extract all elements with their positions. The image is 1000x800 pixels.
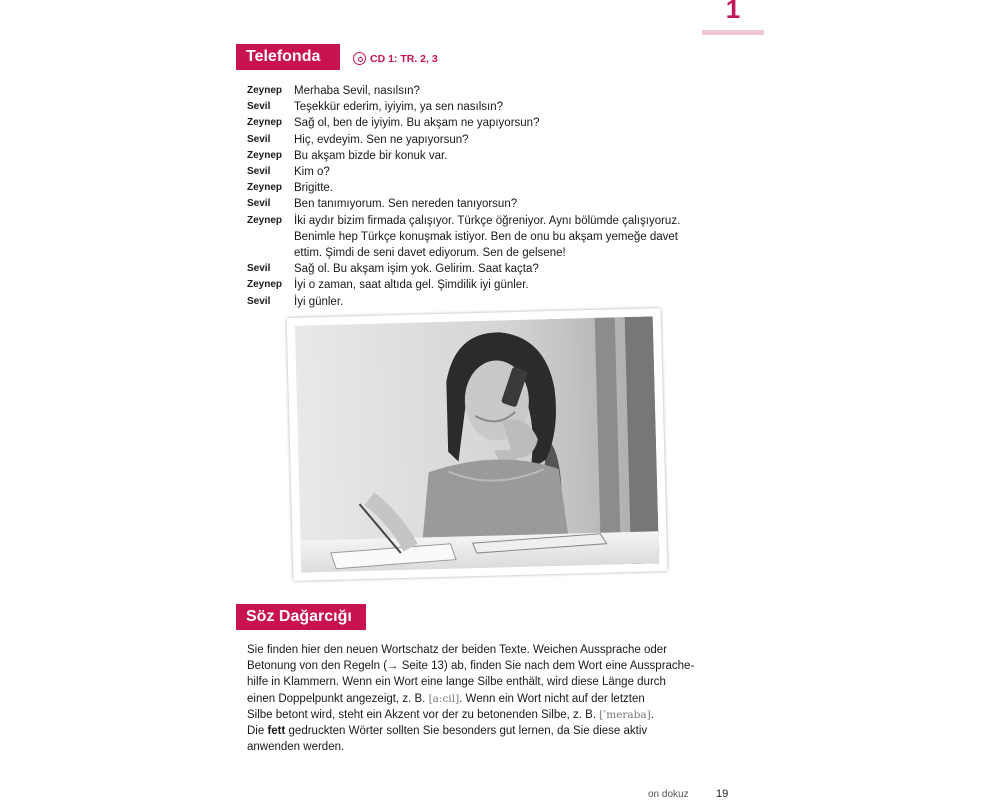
- cd-reference: [353, 52, 438, 65]
- speaker-name: Sevil: [247, 133, 271, 145]
- utterance-text: Bu akşam bizde bir konuk var.: [294, 149, 448, 162]
- bold-word: fett: [267, 725, 286, 738]
- utterance-text: Hiç, evdeyim. Sen ne yapıyorsun?: [294, 133, 469, 146]
- speaker-name: Zeynep: [247, 149, 283, 161]
- chapter-number: 1: [725, 0, 741, 24]
- vocabulary-intro: [247, 642, 697, 755]
- speaker-name: Zeynep: [247, 214, 283, 226]
- speaker-name: Zeynep: [247, 279, 283, 291]
- cd-track-label: CD 1: TR. 2, 3: [370, 52, 438, 65]
- dialogue-line: [247, 148, 697, 164]
- section-title-telefonda: Telefonda: [236, 44, 340, 70]
- utterance-text: Kim o?: [294, 166, 330, 179]
- speaker-name: Zeynep: [247, 182, 283, 194]
- pronunciation-example: [a:cil]: [428, 692, 460, 705]
- utterance-text: Sağ ol, ben de iyiyim. Bu akşam ne yapıyorsun?: [294, 117, 540, 130]
- intro-text: Silbe betont wird, steht ein Akzent vor der zu betonenden Silbe, z. B.: [247, 708, 600, 721]
- dialogue-line: [247, 83, 697, 99]
- photo-woman-on-phone: [287, 308, 668, 581]
- intro-text: einen Doppelpunkt angezeigt, z. B.: [247, 692, 429, 705]
- speaker-name: Sevil: [247, 198, 271, 210]
- intro-line: Betonung von den Regeln (→ Seite 13) ab, finden Sie nach dem Wort eine Aussprache-: [247, 660, 695, 673]
- dialogue-line: [247, 277, 697, 293]
- utterance-text: Brigitte.: [294, 182, 333, 195]
- dialogue-line: [247, 164, 697, 180]
- speaker-name: Sevil: [247, 166, 271, 178]
- dialogue-line: [247, 261, 697, 277]
- dialogue-line: [247, 213, 697, 262]
- speaker-name: Zeynep: [247, 117, 283, 129]
- dialogue-line: [247, 294, 697, 310]
- intro-line: [247, 707, 697, 723]
- utterance-text: İki aydır bizim firmada çalışıyor. Türkçe öğreniyor. Aynı bölümde çalışıyoruz. Benimle hep Türkçe konuşmak istiyor. Ben de onu bu akşam yemeğe davet ettim. Şimdi de seni davet ediyorum. Sen de gelsene!: [294, 214, 681, 260]
- speaker-name: Sevil: [247, 101, 271, 113]
- speaker-name: Sevil: [247, 263, 271, 275]
- utterance-text: Sağ ol. Bu akşam işim yok. Gelirim. Saat kaçta?: [294, 263, 539, 276]
- speaker-name: Sevil: [247, 295, 271, 307]
- intro-text: Die: [247, 725, 268, 738]
- section-title-soz-dagarcigi: Söz Dağarcığı: [236, 604, 366, 630]
- intro-line: Sie finden hier den neuen Wortschatz der beiden Texte. Weichen Aussprache oder: [247, 644, 668, 656]
- intro-text: gedruckten Wörter sollten Sie besonders gut lernen, da Sie diese aktiv: [285, 725, 648, 738]
- utterance-text: Merhaba Sevil, nasılsın?: [294, 85, 420, 97]
- dialogue: [247, 83, 697, 310]
- intro-line: [247, 691, 697, 707]
- utterance-text: İyi günler.: [294, 295, 344, 308]
- page-number: 19: [716, 788, 729, 800]
- intro-text: .: [650, 708, 654, 721]
- intro-line: hilfe in Klammern. Wenn ein Wort eine lange Silbe enthält, wird diese Länge durch: [247, 676, 666, 689]
- intro-line: [247, 723, 697, 739]
- utterance-text: Ben tanımıyorum. Sen nereden tanıyorsun?: [294, 198, 518, 211]
- chapter-tab-bar: [702, 30, 764, 35]
- dialogue-line: [247, 196, 697, 212]
- cd-icon: [353, 52, 366, 65]
- dialogue-line: [247, 132, 697, 148]
- intro-line: anwenden werden.: [247, 741, 345, 754]
- dialogue-line: [247, 115, 697, 131]
- pronunciation-example: [ˈmeraba]: [599, 708, 651, 721]
- speaker-name: Zeynep: [247, 85, 283, 96]
- dialogue-line: [247, 99, 697, 115]
- intro-text: . Wenn ein Wort nicht auf der letzten: [459, 692, 645, 705]
- photo-image: [295, 316, 659, 572]
- utterance-text: İyi o zaman, saat altıda gel. Şimdilik iyi günler.: [294, 279, 529, 292]
- page-number-word: on dokuz: [648, 789, 689, 800]
- dialogue-line: [247, 180, 697, 196]
- utterance-text: Teşekkür ederim, iyiyim, ya sen nasılsın?: [294, 101, 503, 114]
